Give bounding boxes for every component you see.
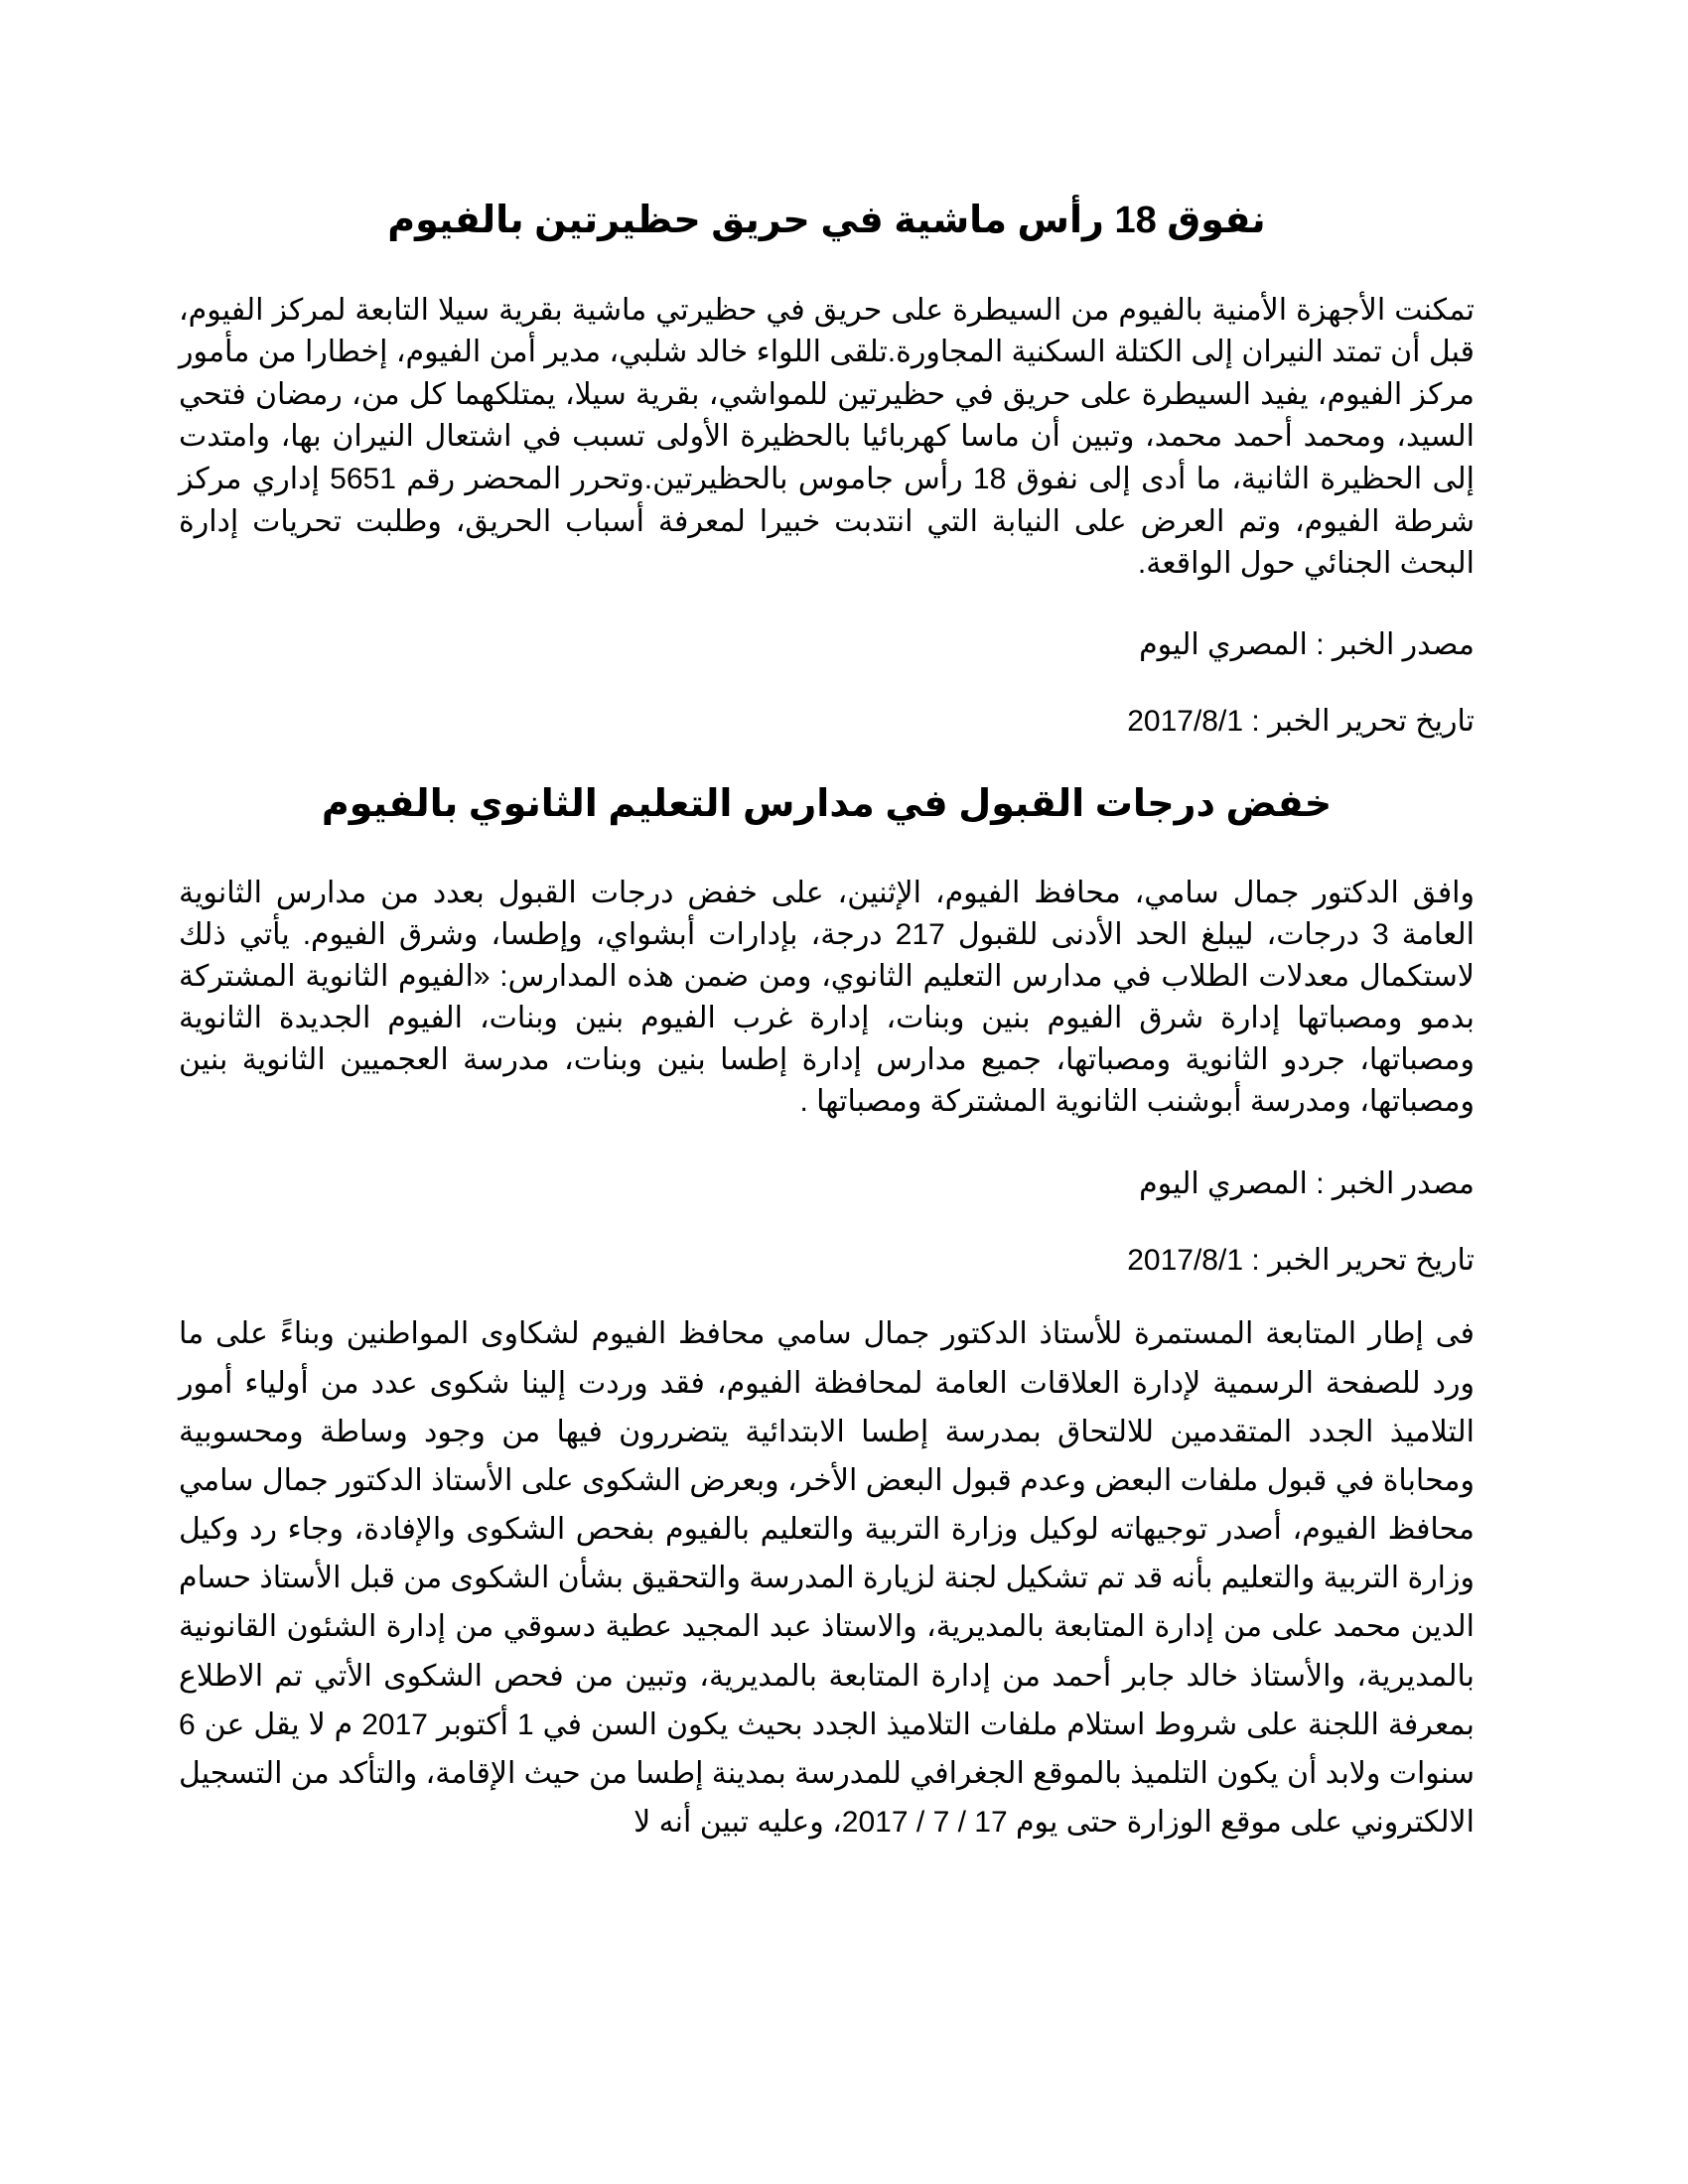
article-1-title: نفوق 18 رأس ماشية في حريق حظيرتين بالفيوم	[387, 200, 1266, 241]
article-1-date: تاريخ تحرير الخبر : 2017/8/1	[1127, 704, 1475, 738]
article-1-source: مصدر الخبر : المصري اليوم	[1139, 627, 1475, 661]
article-2-source: مصدر الخبر : المصري اليوم	[1139, 1167, 1475, 1201]
article-3-body: فى إطار المتابعة المستمرة للأستاذ الدكتور جمال سامي محافظ الفيوم لشكاوى المواطنين وبناءً على ما ورد للصفحة الرسمية لإدارة العلاقات العامة لمحافظة الفيوم، فقد وردت إلينا شكوى عدد من أولياء أمور التلاميذ الجدد المتقدمين للالتحاق بمدرسة إطسا الابتدائية يتضررون فيها من وجود وساطة ومحسوبية ومحاباة في قبول ملفات البعض وعدم قبول البعض الأخر، وبعرض الشكوى على الأستاذ الدكتور جمال سامي محافظ الفيوم، أصدر توجيهاته لوكيل وزارة التربية والتعليم بالفيوم بفحص الشكوى والإفادة، وجاء رد وكيل وزارة التربية والتعليم بأنه قد تم تشكيل لجنة لزيارة المدرسة والتحقيق بشأن الشكوى من قبل الأستاذ حسام الدين محمد على من إدارة المتابعة بالمديرية، والاستاذ عبد المجيد عطية دسوقي من إدارة الشئون القانونية بالمديرية، والأستاذ خالد جابر أحمد من إدارة المتابعة بالمديرية، وتبين من فحص الشكوى الأتي تم الاطلاع بمعرفة اللجنة على شروط استلام ملفات التلاميذ الجدد بحيث يكون السن في 1 أكتوبر 2017 م لا يقل عن 6 سنوات ولابد أن يكون التلميذ بالموقع الجغرافي للمدرسة بمدينة إطسا من حيث الإقامة، والتأكد من التسجيل الالكتروني على موقع الوزارة حتى يوم 17 / 7 / 2017، وعليه تبين أنه لا	[179, 1317, 1475, 1840]
article-2-body: وافق الدكتور جمال سامي، محافظ الفيوم، الإثنين، على خفض درجات القبول بعدد من مدارس الثانوية العامة 3 درجات، ليبلغ الحد الأدنى للقبول 217 درجة، بإدارات أبشواي، وإطسا، وشرق الفيوم. يأتي ذلك لاستكمال معدلات الطلاب في مدارس التعليم الثانوي، ومن ضمن هذه المدارس: «الفيوم الثانوية المشتركة بدمو ومصباتها إدارة شرق الفيوم بنين وبنات، إدارة غرب الفيوم بنين وبنات، الفيوم الجديدة الثانوية ومصباتها، جردو الثانوية ومصباتها، جميع مدارس إدارة إطسا بنين وبنات، مدرسة العجميين الثانوية بنين ومصباتها، ومدرسة أبوشنب الثانوية المشتركة ومصباتها .	[179, 877, 1475, 1119]
article-1-body: تمكنت الأجهزة الأمنية بالفيوم من السيطرة على حريق في حظيرتي ماشية بقرية سيلا التابعة لمركز الفيوم، قبل أن تمتد النيران إلى الكتلة السكنية المجاورة.تلقى اللواء خالد شلبي، مدير أمن الفيوم، إخطارا من مأمور مركز الفيوم، يفيد السيطرة على حريق في حظيرتين للمواشي، بقرية سيلا، يمتلكهما كل من، رمضان فتحي السيد، ومحمد أحمد محمد، وتبين أن ماسا كهربائيا بالحظيرة الأولى تسبب في اشتعال النيران بها، وامتدت إلى الحظيرة الثانية، ما أدى إلى نفوق 18 رأس جاموس بالحظيرتين.وتحرر المحضر رقم 5651 إداري مركز شرطة الفيوم، وتم العرض على النيابة التي انتدبت خبيرا لمعرفة أسباب الحريق، وطلبت تحريات إدارة البحث الجنائي حول الواقعة.	[179, 293, 1475, 581]
article-2-date: تاريخ تحرير الخبر : 2017/8/1	[1127, 1244, 1475, 1278]
article-2-title: خفض درجات القبول في مدارس التعليم الثانوي بالفيوم	[321, 782, 1333, 825]
document-page	[179, 179, 1475, 1846]
